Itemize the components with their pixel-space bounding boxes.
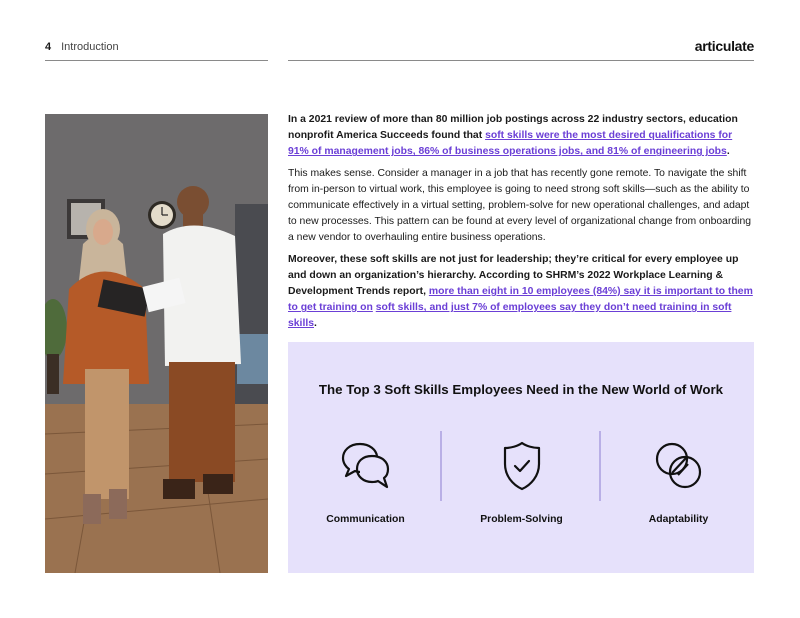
skill-divider-1 [440, 431, 442, 501]
paragraph-1 [288, 112, 754, 161]
paragraph-1-text: In a 2021 review of more than 80 million job postings across 22 industry sectors, education nonprofit America Succeeds found that [288, 114, 738, 142]
header-rule-right [288, 60, 754, 61]
page-number: 4 [45, 41, 52, 53]
skill-communication [288, 432, 443, 532]
panel-title: The Top 3 Soft Skills Employees Need in the New World of Work [318, 382, 724, 397]
overlapping-circles-icon [653, 440, 705, 497]
page-header [45, 41, 119, 53]
paragraph-3-text: Moreover, these soft skills are not just for leadership; they’re critical for every employee up and down an organization’s hierarchy. According to SHRM’s 2022 Workplace Learning & Development Trends report, [288, 253, 739, 298]
skill-label-communication: Communication [326, 514, 405, 525]
speech-bubbles-icon [340, 440, 392, 497]
skill-label-problem-solving: Problem-Solving [480, 514, 563, 525]
office-photo [45, 114, 268, 573]
paragraph-1-end: . [726, 146, 730, 158]
shield-check-icon [500, 440, 544, 497]
section-name: Introduction [61, 41, 119, 53]
skill-problem-solving [444, 432, 599, 532]
skill-adaptability [601, 432, 756, 532]
shrm-link-part-2[interactable]: soft skills, and just 7% of employees say they don’t need training in soft skills [288, 302, 732, 330]
paragraph-3-end: . [314, 318, 317, 330]
header-rule-left [45, 60, 268, 61]
shrm-link-part-1[interactable]: more than eight in 10 employees (84%) say it is important to them to get training on [288, 286, 753, 314]
articulate-logo: articulate [694, 38, 754, 54]
body-text [288, 112, 754, 338]
paragraph-2: This makes sense. Consider a manager in a job that has recently gone remote. To navigate the shift from in-person to virtual work, this employee is going to need strong soft skills—such as the ability to communicate effectively in a virtual setting, problem-solve for new operational challenges, and adapt to new processes. This pattern can be found at every level of organizational change from onboarding a new vendor to overhauling entire business operations. [288, 167, 752, 244]
skill-label-adaptability: Adaptability [648, 514, 709, 525]
paragraph-3 [288, 252, 754, 333]
soft-skills-panel [288, 342, 754, 573]
soft-skills-link[interactable]: soft skills were the most desired qualifications for 91% of management jobs, 86% of business operations jobs, and 81% of engineering jobs [288, 130, 733, 158]
